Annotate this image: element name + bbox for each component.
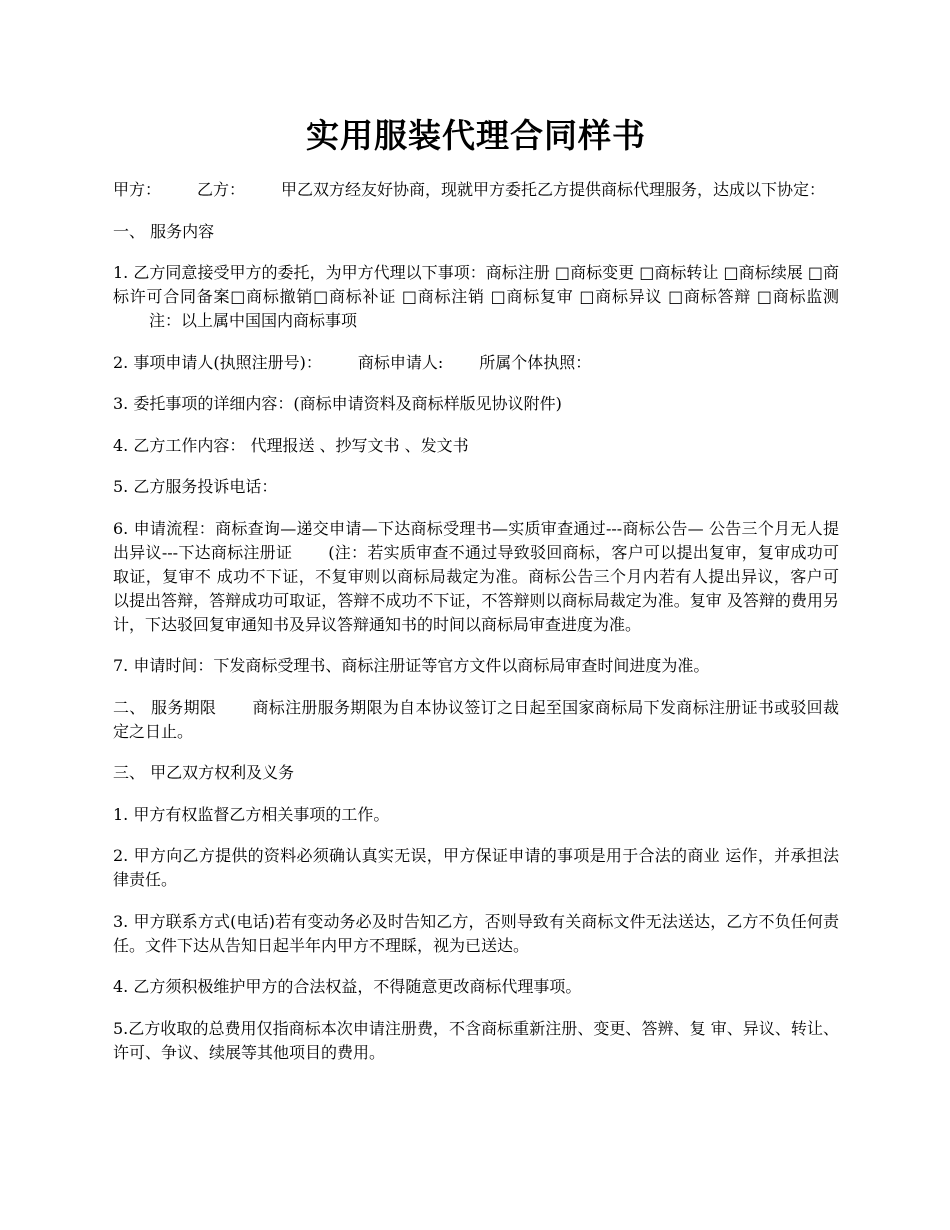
section-1-item-7: 7. 申请时间：下发商标受理书、商标注册证等官方文件以商标局审查时间进度为准。: [113, 656, 710, 675]
item-6-process: 6. 申请流程：商标查询—递交申请—下达商标受理书—实质审查通过---商标公告— 公告三个月无人提出异议---下达商标注册证: [113, 518, 839, 562]
section-1-item-1: [113, 261, 839, 333]
intro-paragraph: [113, 178, 839, 202]
item-1-text: 1. 乙方同意接受甲方的委托，为甲方代理以下事项：商标注册 □商标变更 □商标转让 □商标续展 □商标许可合同备案□商标撤销□商标补证 □商标注销 □商标复审 □商标异议 □商标答辩 □商标监测: [113, 263, 839, 306]
item-6-note: (注：若实质审查不通过导致驳回商标，客户可以提出复审，复审成功可取证，复审不 成功不下证，不复审则以商标局裁定为准。商标公告三个月内若有人提出异议，客户可 以提出答辩，答辩成功可取证，答辩不成功不下证，不答辩则以商标局裁定为准。复审 及答辩的费用另计，下达驳回复审通知书及异议答辩通知书的时间以商标局审查进度为准。: [113, 542, 839, 634]
section-3-item-4: 4. 乙方须积极维护甲方的合法权益，不得随意更改商标代理事项。: [113, 977, 582, 996]
section-2-paragraph: [113, 696, 839, 744]
trademark-applicant-label: 商标申请人:: [357, 352, 444, 372]
party-a-label: 甲方：: [113, 180, 162, 199]
individual-license-label: 所属个体执照：: [479, 352, 592, 372]
section-1-item-5: 5. 乙方服务投诉电话：: [113, 477, 278, 496]
section-3-item-2: 2. 甲方向乙方提供的资料必须确认真实无误，甲方保证申请的事项是用于合法的商业 运作，并承担法律责任。: [113, 846, 839, 889]
item-1-note: 注：以上属中国国内商标事项: [149, 311, 358, 330]
section-2-heading: 二、 服务期限: [113, 697, 217, 717]
applicant-license-label: 2. 事项申请人(执照注册号)：: [113, 352, 322, 372]
section-1-item-6: [113, 517, 839, 637]
party-b-label: 乙方：: [197, 180, 246, 199]
section-3-item-3: 3. 甲方联系方式(电话)若有变动务必及时告知乙方，否则导致有关商标文件无法送达，乙方不负任何责任。文件下达从告知日起半年内甲方不理睬，视为已送达。: [113, 911, 839, 955]
section-3-item-1: 1. 甲方有权监督乙方相关事项的工作。: [113, 804, 390, 824]
section-3-item-5: 5.乙方收取的总费用仅指商标本次申请注册费，不含商标重新注册、变更、答辨、复 审、异议、转让、许可、争议、续展等其他项目的费用。: [113, 1018, 839, 1062]
section-3-heading: 三、 甲乙双方权利及义务: [113, 763, 295, 782]
section-1-heading: 一、 服务内容: [113, 221, 215, 241]
section-1-item-2: [113, 351, 839, 375]
section-1-item-4: 4. 乙方工作内容： 代理报送 、抄写文书 、发文书: [113, 435, 469, 455]
section-1-item-3: 3. 委托事项的详细内容：(商标申请资料及商标样版见协议附件): [113, 394, 562, 413]
intro-text: 甲乙双方经友好协商，现就甲方委托乙方提供商标代理服务，达成以下协定：: [281, 180, 826, 199]
section-2-text: 商标注册服务期限为自本协议签订之日起至国家商标局下发商标注册证书或驳回裁 定之日止。: [113, 697, 839, 741]
document-body: [113, 178, 839, 1082]
document-title: 实用服装代理合同样书: [306, 116, 646, 155]
